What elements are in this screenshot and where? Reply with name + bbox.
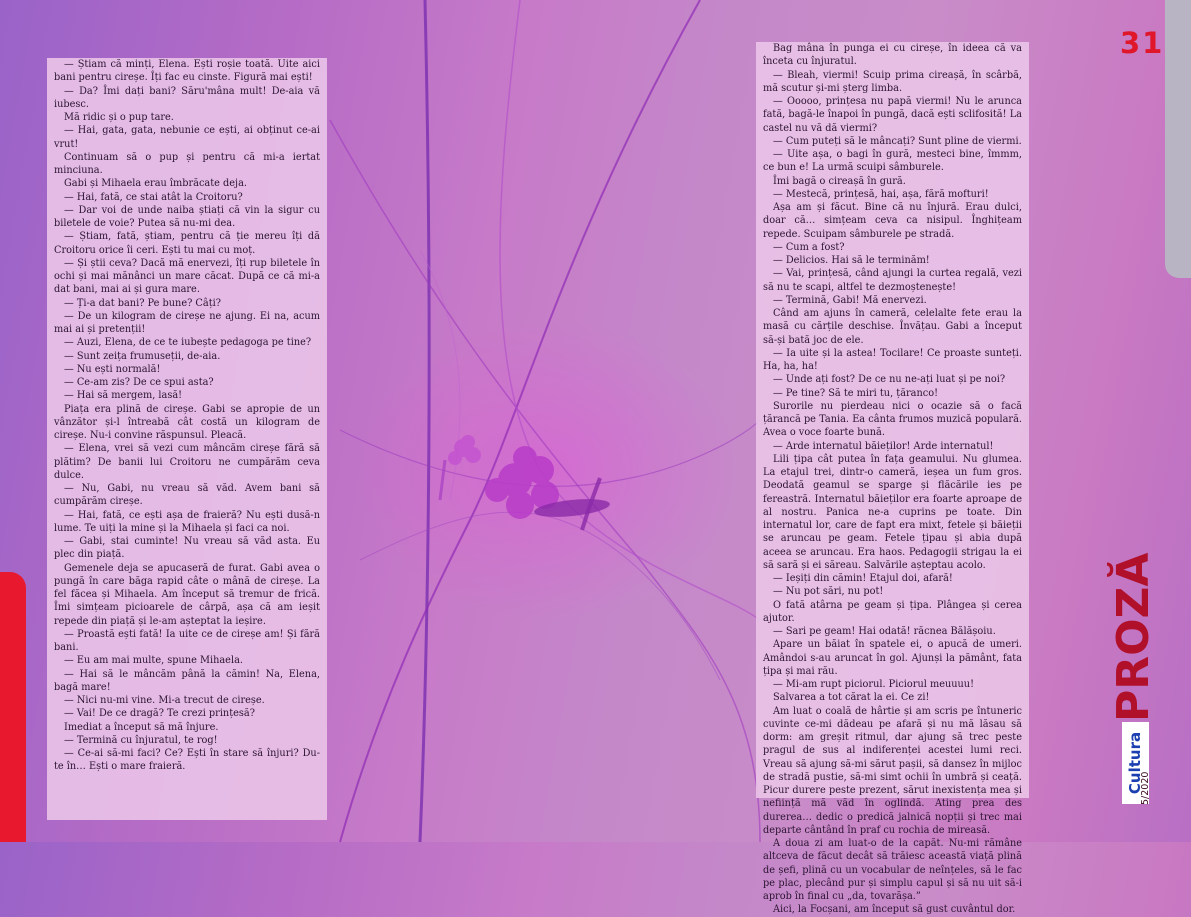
paragraph: — Da? Îmi dați bani? Săru'mâna mult! De-aia vă iubesc. bbox=[54, 85, 320, 110]
paragraph: — Eu am mai multe, spune Mihaela. bbox=[64, 655, 243, 667]
left-text-column bbox=[47, 58, 327, 820]
paragraph: Gemenele deja se apucaseră de furat. Gabi avea o pungă în care băga rapid câte o mână de cireșe. La fel făcea și Mihaela. Am început să tremur de frică. Îmi simțeam picioarele de cârpă, așa că am ieșit repede din piață și le-am așteptat la ieșire. bbox=[54, 562, 320, 627]
paragraph: — Bleah, viermi! Scuip prima cireașă, în scârbă, mă scutur și-mi șterg limba. bbox=[763, 69, 1022, 94]
paragraph: Așa am și făcut. Bine că nu înjură. Erau dulci, doar că… simțeam ceva ca nisipul. Înghițeam repede. Scuipam sâmburele pe stradă. bbox=[763, 202, 1022, 240]
paragraph: — Nu ești normală! bbox=[64, 363, 161, 375]
paragraph: Apare un băiat în spatele ei, o apucă de umeri. Amândoi s-au aruncat în gol. Ajunși la pământ, fata țipa și mai rău. bbox=[763, 639, 1022, 677]
paragraph: Piața era plină de cireșe. Gabi se apropie de un vânzător și-l întreabă cât costă un kilogram de cireșe. Nu-i convine răspunsul. Pleacă. bbox=[54, 403, 320, 441]
paragraph: — Ți-a dat bani? Pe bune? Câți? bbox=[64, 297, 221, 309]
side-tab-red bbox=[0, 572, 26, 842]
paragraph: — Vai! De ce dragă? Te crezi prințesă? bbox=[64, 708, 255, 720]
paragraph: — Sari pe geam! Hai odată! răcnea Bălășoiu. bbox=[773, 626, 996, 637]
paragraph: — Pe tine? Să te miri tu, țăranco! bbox=[773, 387, 939, 399]
paragraph: — Cum a fost? bbox=[773, 241, 845, 253]
paragraph: — Gabi, stai cuminte! Nu vreau să văd asta. Eu plec din piață. bbox=[54, 536, 320, 561]
paragraph: — Auzi, Elena, de ce te iubește pedagoga pe tine? bbox=[64, 337, 312, 349]
page-number: 31 bbox=[1120, 26, 1165, 60]
paragraph: — Elena, vrei să vezi cum mâncăm cireșe fără să plătim? De banii lui Croitoru ne cumpărăm ceva dulce. bbox=[54, 443, 320, 481]
paragraph: — Mi-am rupt piciorul. Piciorul meuuuu! bbox=[773, 679, 975, 690]
paragraph: Imediat a început să mă înjure. bbox=[64, 721, 219, 733]
paragraph: Am luat o coală de hârtie și am scris pe întuneric cuvinte ce-mi dădeau pe afară și nu mă lăsau să dorm: am greșit ritmul, dar ajung să trec peste pragul de sus al indiferenței acestei lumi reci. Vreau să ajung să-mi sărut pașii, să dansez în mijloc de stradă pustie, să-mi simt ochii în umbră și ceață. Picur durere peste prezent, sărut inexistența mea și neființă mă văd în oglindă. Ating prea des durerea… dedic o predică jalnică nopții și trec mai departe cântând în praf cu rochia de mireasă. bbox=[763, 705, 1022, 836]
issue-number: 5/2020 bbox=[1140, 771, 1151, 805]
magazine-logo-text: Cultura bbox=[1126, 731, 1144, 795]
paragraph: — Hai să mergem, lasă! bbox=[64, 390, 183, 402]
paragraph: — Nici nu-mi vine. Mi-a trecut de cireșe. bbox=[64, 695, 265, 706]
paragraph: — Unde ați fost? De ce nu ne-ați luat și pe noi? bbox=[773, 374, 1006, 386]
paragraph: Mă ridic și o pup tare. bbox=[64, 112, 174, 123]
paragraph: — Proastă ești fată! Ia uite ce de cireșe am! Și fără bani. bbox=[54, 628, 320, 653]
paragraph: — Arde internatul băieților! Arde internatul! bbox=[773, 440, 994, 452]
paragraph: — Știam, fată, știam, pentru că ție mereu îți dă Croitoru orice îi ceri. Ești tu mai cu moț. bbox=[54, 231, 320, 256]
paragraph: — De un kilogram de cireșe ne ajung. Ei na, acum mai ai și pretenții! bbox=[54, 310, 320, 335]
paragraph: Continuam să o pup și pentru că mi-a iertat minciuna. bbox=[54, 151, 320, 176]
side-tab-gray bbox=[1165, 0, 1191, 278]
paragraph: Aici, la Focșani, am început să gust cuvântul dor. bbox=[773, 904, 1016, 916]
paragraph: Lili țipa cât putea în fața geamului. Nu glumea. La etajul trei, dintr-o cameră, ieșea un fum gros. Deodată geamul se sparge și flăcările ies pe fereastră. Internatul băieților era foarte aproape de al nostru. Panica ne-a cuprins pe toate. Din internatul lor, care de fapt era mixt, fetele și băieții se aruncau pe geam. Fetele țipau și abia după aceea se aruncau. Era haos. Pedagogii strigau la ei să sară și ei săreau. Salvările așteptau acolo. bbox=[763, 453, 1022, 571]
paragraph: — Uite așa, o bagi în gură, mesteci bine, îmmm, ce bun e! La urmă scuipi sâmburele. bbox=[763, 149, 1022, 174]
paragraph: Bag mâna în punga ei cu cireșe, în ideea că va înceta cu înjuratul. bbox=[763, 43, 1022, 68]
right-text-column bbox=[756, 42, 1029, 916]
paragraph: — Dar voi de unde naiba știați că vin la sigur cu biletele de voie? Putea să nu-mi dea. bbox=[54, 204, 320, 229]
paragraph: — Nu pot sări, nu pot! bbox=[773, 586, 884, 598]
paragraph: — Știam că minți, Elena. Ești roșie toată. Uite aici bani pentru cireșe. Îți fac eu cinste. Figură mai ești! bbox=[54, 59, 320, 84]
paragraph: — Ieșiți din cămin! Etajul doi, afară! bbox=[773, 573, 953, 584]
paragraph: A doua zi am luat-o de la capăt. Nu-mi rămâne altceva de făcut decât să trăiesc această viață plină de șefi, plină cu un vocabular de neînțeles, să le fac pe plac, plecând pur și simplu capul și să nu uit să-i aprob în final cu „da, tovarășa.” bbox=[763, 838, 1022, 902]
paragraph: — Cum puteți să le mâncați? Sunt pline de viermi. bbox=[773, 135, 1022, 147]
paragraph: Când am ajuns în cameră, celelalte fete erau la masă cu cărțile deschise. Învățau. Gabi a început să-și bată joc de ele. bbox=[763, 308, 1022, 346]
paragraph: — Ia uite și la astea! Tocilare! Ce proaste sunteți. Ha, ha, ha! bbox=[763, 347, 1022, 372]
paragraph: — Hai, fată, ce stai atât la Croitoru? bbox=[64, 191, 243, 203]
paragraph: Gabi și Mihaela erau îmbrăcate deja. bbox=[64, 178, 247, 190]
paragraph: Îmi bagă o cireașă în gură. bbox=[773, 175, 906, 187]
paragraph: — Ce-ai să-mi faci? Ce? Ești în stare să înjuri? Du-te în… Ești o mare fraieră. bbox=[54, 748, 320, 773]
paragraph: — Termină cu înjuratul, te rog! bbox=[64, 734, 218, 746]
paragraph: — Termină, Gabi! Mă enervezi. bbox=[773, 294, 927, 306]
paragraph: Salvarea a tot cărat la ei. Ce zi! bbox=[773, 692, 930, 704]
paragraph: — Nu, Gabi, nu vreau să văd. Avem bani să cumpărăm cireșe. bbox=[54, 483, 320, 508]
paragraph: — Sunt zeița frumuseții, de-aia. bbox=[64, 350, 221, 362]
paragraph: — Hai să le mâncăm până la cămin! Na, Elena, bagă mare! bbox=[54, 668, 320, 693]
paragraph: — Ooooo, prințesa nu papă viermi! Nu le arunca fată, bagă-le înapoi în pungă, dacă ești sclifosită! La castel nu vă dă viermi? bbox=[763, 96, 1022, 134]
paragraph: — Vai, prințesă, când ajungi la curtea regală, vezi să nu te scapi, altfel te dezmoștenește! bbox=[763, 268, 1022, 293]
paragraph: Surorile nu pierdeau nici o ocazie să o facă țărancă pe Tania. Ea cânta frumos muzică populară. Avea o voce foarte bună. bbox=[763, 400, 1022, 439]
paragraph: — Ce-am zis? De ce spui asta? bbox=[64, 377, 214, 388]
paragraph: — Hai, gata, gata, nebunie ce ești, ai obținut ce-ai vrut! bbox=[54, 125, 320, 150]
paragraph: — Hai, fată, ce ești așa de fraieră? Nu ești dusă-n lume. Te uiți la mine și la Mihaela și faci ca noi. bbox=[54, 509, 320, 534]
paragraph: — Mestecă, prințesă, hai, așa, fără mofturi! bbox=[773, 188, 989, 200]
paragraph: — Și știi ceva? Dacă mă enervezi, îți rup biletele în ochi și mai mănânci un mare căcat. După ce că mi-a dat bani, mai ai și gura mare. bbox=[54, 257, 320, 296]
paragraph: O fată atârna pe geam și țipa. Plângea și cerea ajutor. bbox=[763, 599, 1022, 624]
section-title: PROZĂ bbox=[1108, 552, 1159, 722]
paragraph: — Delicios. Hai să le terminăm! bbox=[773, 255, 930, 266]
